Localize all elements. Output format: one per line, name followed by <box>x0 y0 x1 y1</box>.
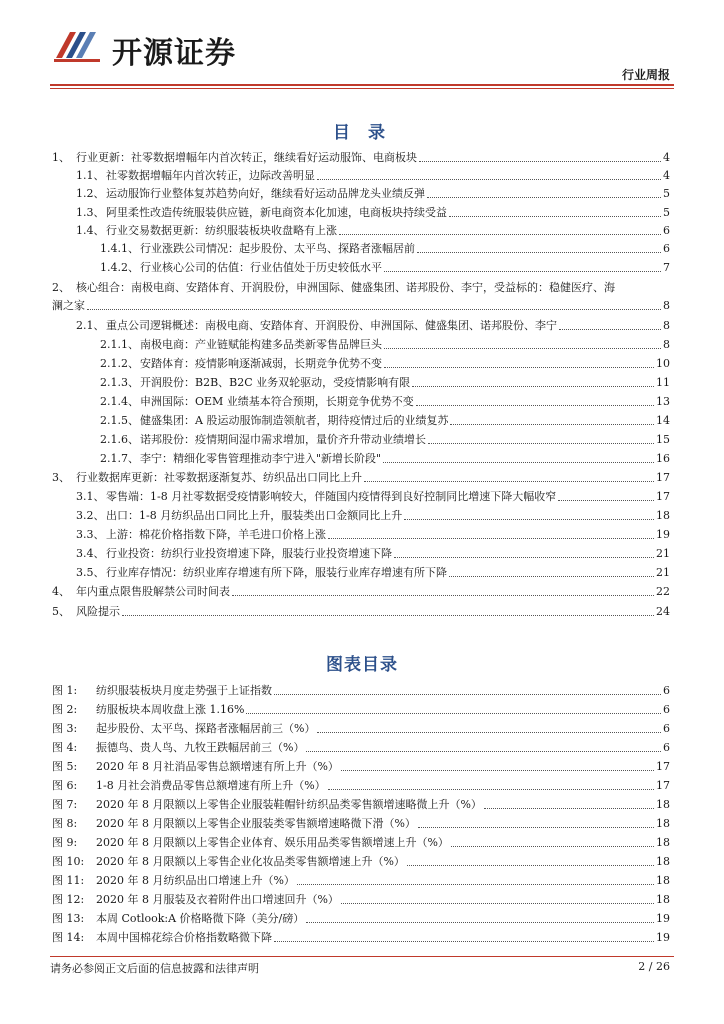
toc-entry-leader-dots <box>394 557 654 558</box>
toc-entry-label: 行业涨跌公司情况：起步股份、太平鸟、探路者涨幅居前 <box>140 242 415 255</box>
toc-entry-page: 17 <box>656 471 670 484</box>
figure-entry-label: 2020 年 8 月限额以上零售企业体育、娱乐用品类零售额增速上升（%） <box>96 836 449 849</box>
figure-entry-leader-dots <box>341 770 654 771</box>
footer-disclaimer: 请务必参阅正文后面的信息披露和法律声明 <box>50 962 259 975</box>
toc-entry[interactable] <box>100 413 670 428</box>
toc-entry-number: 2.1.7、 <box>100 452 139 465</box>
figure-entry-number: 图 11: <box>52 874 85 887</box>
toc-entry[interactable] <box>52 470 670 485</box>
toc-entry-label: 年内重点限售股解禁公司时间表 <box>76 585 230 598</box>
toc-entry-number: 2.1.4、 <box>100 395 139 408</box>
toc-entry-leader-dots <box>558 500 654 501</box>
toc-entry-label: 风险提示 <box>76 605 120 618</box>
figure-entry[interactable] <box>52 854 670 869</box>
toc-entry-label: 澜之家 <box>52 299 85 312</box>
figure-entry-page: 18 <box>656 817 670 830</box>
figure-entry-leader-dots <box>341 903 654 904</box>
toc-entry[interactable] <box>76 168 670 183</box>
toc-entry-leader-dots <box>404 519 654 520</box>
toc-entry-leader-dots <box>364 481 654 482</box>
figure-entry-page: 6 <box>663 684 670 697</box>
figure-entry[interactable] <box>52 778 670 793</box>
toc-entry-page: 8 <box>663 338 670 351</box>
toc-entry-label: 行业交易数据更新：纺织服装板块收盘略有上涨 <box>106 224 337 237</box>
figure-entry-leader-dots <box>451 846 654 847</box>
toc-entry[interactable] <box>76 205 670 220</box>
toc-entry-page: 10 <box>656 357 670 370</box>
toc-entry[interactable] <box>76 527 670 542</box>
header-rule-thin <box>50 88 674 89</box>
toc-entry-page: 11 <box>656 376 670 389</box>
figure-entry-label: 纺织服装板块月度走势强于上证指数 <box>96 684 272 697</box>
toc-entry-number: 5、 <box>52 605 70 618</box>
figure-entry[interactable] <box>52 683 670 698</box>
toc-entry-page: 8 <box>663 319 670 332</box>
toc-entry[interactable] <box>100 356 670 371</box>
toc-entry-page: 4 <box>663 151 670 164</box>
toc-entry-number: 2.1.2、 <box>100 357 139 370</box>
toc-entry-label: 零售端：1-8 月社零数据受疫情影响较大，伴随国内疫情得到良好控制同比增速下降大幅收窄 <box>106 490 557 503</box>
toc-entry-leader-dots <box>417 252 661 253</box>
toc-entry-page: 5 <box>663 206 670 219</box>
figure-entry-number: 图 14: <box>52 931 85 944</box>
figure-entry[interactable] <box>52 797 670 812</box>
toc-entry-label: 安踏体育：疫情影响逐渐减弱，长期竞争优势不变 <box>140 357 382 370</box>
toc-entry-label: 行业投资：纺织行业投资增速下降，服装行业投资增速下降 <box>106 547 392 560</box>
toc-entry[interactable] <box>76 508 670 523</box>
toc-entry-leader-dots <box>384 348 661 349</box>
figure-entry-leader-dots <box>306 922 654 923</box>
figure-entry[interactable] <box>52 816 670 831</box>
toc-entry-label: 上游：棉花价格指数下降，羊毛进口价格上涨 <box>106 528 326 541</box>
toc-entry-leader-dots <box>559 329 661 330</box>
toc-entry-label: 核心组合：南极电商、安踏体育、开润股份，申洲国际、健盛集团、诺邦股份、李宁，受益标的：稳健医疗、海 <box>76 281 615 294</box>
figure-entry-leader-dots <box>274 694 661 695</box>
toc-entry-number: 1.1、 <box>76 169 105 182</box>
footer-rule <box>50 956 674 957</box>
toc-entry-number: 1、 <box>52 151 70 164</box>
toc-entry[interactable] <box>52 280 670 295</box>
figures-title: 图表目录 <box>326 655 398 675</box>
figure-entry-page: 6 <box>663 722 670 735</box>
figure-entry-page: 17 <box>656 760 670 773</box>
figure-entry-label: 2020 年 8 月限额以上零售企业服装鞋帽针纺织品类零售额增速略微上升（%） <box>96 798 482 811</box>
figure-entry-number: 图 2: <box>52 703 78 716</box>
toc-entry[interactable] <box>100 394 670 409</box>
toc-entry-number: 3.3、 <box>76 528 105 541</box>
figure-entry-label: 纺服板块本周收盘上涨 1.16% <box>96 703 245 716</box>
toc-entry-leader-dots <box>232 595 654 596</box>
figure-entry[interactable] <box>52 930 670 945</box>
figure-entry-page: 18 <box>656 874 670 887</box>
toc-entry-label: 运动服饰行业整体复苏趋势向好，继续看好运动品牌龙头业绩反弹 <box>106 187 425 200</box>
figure-entry-page: 18 <box>656 798 670 811</box>
toc-entry-number: 3、 <box>52 471 70 484</box>
toc-entry-page: 19 <box>656 528 670 541</box>
toc-entry-page: 13 <box>656 395 670 408</box>
figure-entry-label: 振德鸟、贵人鸟、九牧王跌幅居前三（%） <box>96 741 305 754</box>
toc-entry-label: 行业更新：社零数据增幅年内首次转正，继续看好运动服饰、电商板块 <box>76 151 417 164</box>
figure-entry-label: 2020 年 8 月限额以上零售企业服装类零售额增速略微下滑（%） <box>96 817 416 830</box>
toc-entry-leader-dots <box>122 615 654 616</box>
toc-title: 目 录 <box>333 123 391 143</box>
toc-entry[interactable] <box>52 298 670 313</box>
figure-entry-number: 图 5: <box>52 760 78 773</box>
toc-entry-label: 出口：1-8 月纺织品出口同比上升，服装类出口金额同比上升 <box>106 509 403 522</box>
figure-entry-number: 图 3: <box>52 722 78 735</box>
toc-entry[interactable] <box>52 150 670 165</box>
figure-entry-number: 图 9: <box>52 836 78 849</box>
toc-entry-label: 诺邦股份：疫情期间湿巾需求增加，量价齐升带动业绩增长 <box>140 433 426 446</box>
figure-entry-number: 图 8: <box>52 817 78 830</box>
figure-entry-label: 2020 年 8 月限额以上零售企业化妆品类零售额增速上升（%） <box>96 855 405 868</box>
toc-entry-number: 2.1、 <box>76 319 105 332</box>
toc-entry-page: 5 <box>663 187 670 200</box>
toc-entry-number: 1.4.2、 <box>100 261 139 274</box>
toc-entry[interactable] <box>76 546 670 561</box>
figure-entry-leader-dots <box>407 865 654 866</box>
toc-entry-number: 2、 <box>52 281 70 294</box>
toc-entry-label: 行业核心公司的估值：行业估值处于历史较低水平 <box>140 261 382 274</box>
toc-entry-page: 7 <box>663 261 670 274</box>
toc-entry-label: 行业数据库更新：社零数据逐渐复苏、纺织品出口同比上升 <box>76 471 362 484</box>
toc-entry-page: 21 <box>656 566 670 579</box>
toc-entry-label: 南极电商：产业链赋能构建多品类新零售品牌巨头 <box>140 338 382 351</box>
figure-entry[interactable] <box>52 892 670 907</box>
toc-entry-page: 21 <box>656 547 670 560</box>
figure-entry-label: 2020 年 8 月纺织品出口增速上升（%） <box>96 874 295 887</box>
figure-entry-page: 18 <box>656 855 670 868</box>
toc-entry[interactable] <box>100 375 670 390</box>
toc-entry-page: 6 <box>663 242 670 255</box>
toc-entry-page: 4 <box>663 169 670 182</box>
figure-entry-number: 图 12: <box>52 893 85 906</box>
toc-entry-number: 2.1.1、 <box>100 338 139 351</box>
toc-entry-number: 2.1.3、 <box>100 376 139 389</box>
toc-entry-number: 1.2、 <box>76 187 105 200</box>
toc-entry-number: 3.5、 <box>76 566 105 579</box>
toc-entry-leader-dots <box>383 462 654 463</box>
figure-entry-page: 19 <box>656 912 670 925</box>
toc-entry[interactable] <box>100 432 670 447</box>
toc-entry-leader-dots <box>419 161 661 162</box>
toc-entry-leader-dots <box>384 271 661 272</box>
toc-entry-label: 开润股份：B2B、B2C 业务双轮驱动，受疫情影响有限 <box>140 376 411 389</box>
toc-entry[interactable] <box>76 318 670 333</box>
toc-entry-leader-dots <box>450 424 654 425</box>
toc-entry-label: 重点公司逻辑概述：南极电商、安踏体育、开润股份、申洲国际、健盛集团、诺邦股份、李宁 <box>106 319 557 332</box>
figure-entry-label: 本周 Cotlook:A 价格略微下降（美分/磅） <box>96 912 305 925</box>
figure-entry-leader-dots <box>418 827 654 828</box>
figure-entry-label: 2020 年 8 月服装及衣着附件出口增速回升（%） <box>96 893 339 906</box>
figure-entry-page: 6 <box>663 741 670 754</box>
figure-entry-leader-dots <box>484 808 654 809</box>
toc-entry[interactable] <box>76 489 670 504</box>
figure-entry-number: 图 6: <box>52 779 78 792</box>
figure-entry-number: 图 7: <box>52 798 78 811</box>
toc-entry-number: 1.4、 <box>76 224 105 237</box>
toc-entry[interactable] <box>76 565 670 580</box>
toc-entry-number: 3.2、 <box>76 509 105 522</box>
toc-entry-number: 1.3、 <box>76 206 105 219</box>
toc-entry[interactable] <box>100 260 670 275</box>
toc-entry-label: 社零数据增幅年内首次转正，边际改善明显 <box>106 169 315 182</box>
brand-name: 开源证券 <box>112 36 236 71</box>
figure-entry-leader-dots <box>317 732 661 733</box>
header-rule <box>50 84 674 86</box>
toc-entry[interactable] <box>52 584 670 599</box>
toc-entry-page: 6 <box>663 224 670 237</box>
toc-entry[interactable] <box>76 186 670 201</box>
toc-entry-leader-dots <box>87 309 661 310</box>
toc-entry-page: 15 <box>656 433 670 446</box>
toc-entry-number: 2.1.5、 <box>100 414 139 427</box>
figure-entry-label: 起步股份、太平鸟、探路者涨幅居前三（%） <box>96 722 316 735</box>
figure-entry-page: 6 <box>663 703 670 716</box>
toc-entry-label: 阿里柔性改造传统服装供应链，新电商资本化加速，电商板块持续受益 <box>106 206 447 219</box>
figure-entry[interactable] <box>52 702 670 717</box>
toc-entry-leader-dots <box>428 443 654 444</box>
figure-entry[interactable] <box>52 835 670 850</box>
figure-entry[interactable] <box>52 911 670 926</box>
toc-entry[interactable] <box>100 451 670 466</box>
toc-entry-number: 3.1、 <box>76 490 105 503</box>
toc-entry-page: 18 <box>656 509 670 522</box>
toc-entry-number: 2.1.6、 <box>100 433 139 446</box>
toc-entry-leader-dots <box>412 386 654 387</box>
toc-entry-label: 申洲国际：OEM 业绩基本符合预期，长期竞争优势不变 <box>140 395 414 408</box>
figure-entry-number: 图 1: <box>52 684 78 697</box>
figure-entry-leader-dots <box>328 789 654 790</box>
toc-entry[interactable] <box>100 241 670 256</box>
figure-entry-label: 本周中国棉花综合价格指数略微下降 <box>96 931 272 944</box>
toc-entry[interactable] <box>76 223 670 238</box>
figure-entry-leader-dots <box>306 751 661 752</box>
figure-entry-label: 2020 年 8 月社消品零售总额增速有所上升（%） <box>96 760 339 773</box>
figure-entry-leader-dots <box>246 713 661 714</box>
brand-logo <box>52 26 272 71</box>
page-indicator: 2 / 26 <box>638 960 670 973</box>
figure-entry-leader-dots <box>297 884 654 885</box>
figure-entry-leader-dots <box>274 941 654 942</box>
toc-entry-leader-dots <box>328 538 654 539</box>
toc-entry-page: 24 <box>656 605 670 618</box>
toc-entry-leader-dots <box>427 197 661 198</box>
toc-entry-leader-dots <box>384 367 654 368</box>
toc-entry-leader-dots <box>449 216 661 217</box>
figure-entry[interactable] <box>52 873 670 888</box>
figure-entry-number: 图 10: <box>52 855 85 868</box>
figure-entry[interactable] <box>52 759 670 774</box>
toc-entry[interactable] <box>100 337 670 352</box>
toc-entry-leader-dots <box>339 234 661 235</box>
toc-entry-number: 1.4.1、 <box>100 242 139 255</box>
figure-entry-label: 1-8 月社会消费品零售总额增速有所上升（%） <box>96 779 326 792</box>
toc-entry-page: 14 <box>656 414 670 427</box>
toc-entry-number: 3.4、 <box>76 547 105 560</box>
toc-entry-page: 16 <box>656 452 670 465</box>
figure-entry[interactable] <box>52 740 670 755</box>
figure-entry-page: 19 <box>656 931 670 944</box>
brand-logo-icon <box>52 28 104 64</box>
toc-entry-label: 健盛集团：A 股运动服饰制造领航者，期待疫情过后的业绩复苏 <box>140 414 449 427</box>
toc-entry-page: 8 <box>663 299 670 312</box>
toc-entry[interactable] <box>52 604 670 619</box>
toc-entry-leader-dots <box>416 405 654 406</box>
figure-entry-page: 17 <box>656 779 670 792</box>
figure-entry-page: 18 <box>656 893 670 906</box>
toc-entry-number: 4、 <box>52 585 70 598</box>
figure-entry-number: 图 4: <box>52 741 78 754</box>
figure-entry-page: 18 <box>656 836 670 849</box>
toc-entry-page: 17 <box>656 490 670 503</box>
document-type: 行业周报 <box>621 68 670 82</box>
toc-entry-label: 行业库存情况：纺织业库存增速有所下降，服装行业库存增速有所下降 <box>106 566 447 579</box>
toc-entry-page: 22 <box>656 585 670 598</box>
toc-entry-leader-dots <box>317 179 661 180</box>
toc-entry-leader-dots <box>449 576 654 577</box>
toc-entry-label: 李宁：精细化零售管理推动李宁进入"新增长阶段" <box>140 452 382 465</box>
figure-entry[interactable] <box>52 721 670 736</box>
figure-entry-number: 图 13: <box>52 912 85 925</box>
